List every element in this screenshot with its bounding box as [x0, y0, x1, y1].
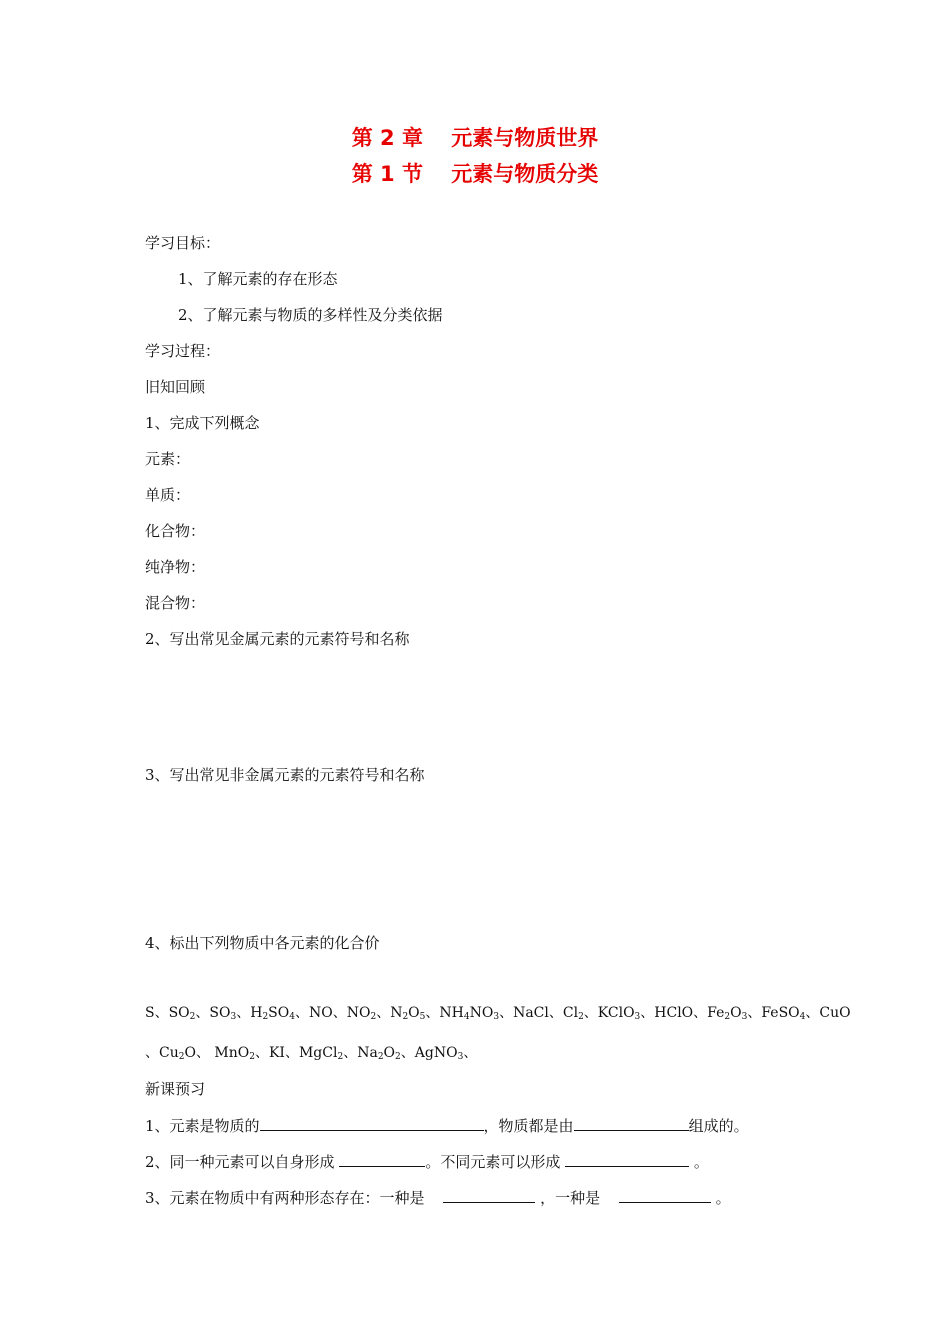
preview-heading: 新课预习 [145, 1080, 206, 1098]
formula-separator: 、 [332, 1005, 347, 1021]
formula-subscript: 3 [741, 1012, 748, 1022]
formula-separator: 、 [805, 1005, 820, 1021]
formula-SO2 [169, 1005, 196, 1021]
formula-text: S [145, 1005, 155, 1021]
formula-S [145, 1005, 155, 1021]
formula-MnO2 [210, 1045, 255, 1061]
goal-item: 2、了解元素与物质的多样性及分类依据 [178, 306, 443, 324]
formula-KClO3 [598, 1005, 640, 1021]
formula-text: HClO [654, 1005, 694, 1021]
formula-text: SO [268, 1005, 290, 1021]
formula-H2SO4 [250, 1005, 295, 1021]
formula-MgCl2 [299, 1045, 343, 1061]
formula-HClO [654, 1005, 693, 1021]
fill-blank[interactable] [619, 1187, 711, 1203]
formula-text: O [383, 1045, 396, 1061]
formula-separator: 、 [425, 1005, 440, 1021]
formula-Na2O2 [357, 1045, 401, 1061]
preview-line-2-text-a: 2、同一种元素可以自身形成 [145, 1153, 340, 1171]
formula-text: NO [469, 1005, 494, 1021]
formula-AgNO3 [415, 1045, 464, 1061]
formula-text: Cl [562, 1005, 579, 1021]
review-heading: 旧知回顾 [145, 378, 206, 396]
formula-subscript: 2 [395, 1052, 401, 1062]
question-2: 2、写出常见金属元素的元素符号和名称 [145, 630, 410, 648]
preview-line-2 [145, 1151, 709, 1172]
formula-separator: 、 [154, 1005, 169, 1021]
formula-text: Na [357, 1045, 378, 1061]
formula-subscript: 2 [178, 1052, 185, 1062]
preview-line-1-text-b: ，物质都是由 [483, 1117, 574, 1135]
formula-Cu2O [159, 1045, 196, 1061]
fill-blank[interactable] [260, 1115, 484, 1131]
formula-NO [309, 1005, 333, 1021]
concept-pure-substance: 纯净物： [145, 558, 206, 576]
question-1: 1、完成下列概念 [145, 414, 260, 432]
formula-separator: 、 [400, 1045, 415, 1061]
formula-text: MgCl [298, 1045, 338, 1061]
preview-line-3-text-c: 。 [710, 1189, 731, 1207]
formula-separator: 、 [583, 1005, 598, 1021]
formula-separator: 、 [284, 1045, 299, 1061]
formula-text: CuO [819, 1005, 851, 1021]
formula-separator: 、 [499, 1005, 514, 1021]
formula-KI [269, 1045, 285, 1061]
formula-text: SO [209, 1005, 231, 1021]
formula-text: O [408, 1005, 420, 1021]
formula-subscript: 2 [262, 1012, 269, 1022]
formula-text: MnO [209, 1045, 250, 1061]
formula-subscript: 2 [249, 1052, 255, 1062]
preview-line-3-text-a: 3、元素在物质中有两种形态存在：一种是 [145, 1189, 430, 1207]
section-title: 第 1 节 元素与物质分类 [351, 162, 599, 186]
formula-subscript: 2 [370, 1012, 377, 1022]
formula-line-2 [145, 1043, 477, 1063]
preview-line-2-text-b: 。不同元素可以形成 [425, 1153, 566, 1171]
formula-Fe2O3 [707, 1005, 747, 1021]
question-3: 3、写出常见非金属元素的元素符号和名称 [145, 766, 425, 784]
preview-line-1 [145, 1115, 749, 1136]
formula-subscript: 2 [724, 1012, 731, 1022]
formula-subscript: 3 [493, 1012, 500, 1022]
fill-blank[interactable] [443, 1187, 535, 1203]
formula-subscript: 2 [402, 1012, 409, 1022]
formula-subscript: 3 [457, 1052, 464, 1062]
preview-line-3 [145, 1187, 731, 1208]
formula-text: AgNO [414, 1045, 458, 1061]
formula-separator: 、 [145, 1045, 159, 1061]
formula-subscript: 2 [189, 1012, 196, 1022]
formula-SO3 [209, 1005, 236, 1021]
question-4: 4、标出下列物质中各元素的化合价 [145, 934, 380, 952]
formula-text: NO [308, 1005, 333, 1021]
formula-separator: 、 [640, 1005, 655, 1021]
formula-separator: 、 [376, 1005, 391, 1021]
preview-line-1-text-a: 1、元素是物质的 [145, 1117, 260, 1135]
formula-subscript: 2 [578, 1012, 584, 1022]
fill-blank[interactable] [565, 1151, 689, 1167]
concept-compound: 化合物： [145, 522, 206, 540]
concept-element: 元素： [145, 450, 191, 468]
formula-text: H [250, 1005, 263, 1021]
formula-text: Fe [707, 1005, 725, 1021]
preview-line-3-text-b: ，一种是 [535, 1189, 605, 1207]
formula-subscript: 2 [337, 1052, 344, 1062]
fill-blank[interactable] [574, 1115, 689, 1131]
process-heading: 学习过程： [145, 342, 221, 360]
formula-text: SO [168, 1005, 190, 1021]
formula-text: O [184, 1045, 196, 1061]
formula-N2O5 [390, 1005, 425, 1021]
preview-line-2-text-c: 。 [689, 1153, 709, 1171]
formula-text: N [390, 1005, 403, 1021]
formula-text: FeSO [761, 1005, 800, 1021]
formula-separator: 、 [195, 1045, 210, 1061]
formula-separator: 、 [195, 1005, 210, 1021]
formula-NaCl [513, 1005, 549, 1021]
formula-separator: 、 [693, 1005, 708, 1021]
formula-text: Cu [159, 1045, 179, 1061]
formula-separator: 、 [343, 1045, 358, 1061]
formula-separator: 、 [254, 1045, 269, 1061]
formula-subscript: 4 [289, 1012, 295, 1022]
formula-text: KI [268, 1045, 285, 1061]
formula-subscript: 4 [463, 1012, 470, 1022]
preview-line-1-text-c: 组成的。 [688, 1117, 749, 1135]
formula-subscript: 3 [230, 1012, 237, 1022]
formula-text: O [730, 1005, 742, 1021]
formula-CuO [819, 1005, 850, 1021]
formula-Cl2 [563, 1005, 584, 1021]
formula-text: NH [439, 1005, 464, 1021]
formula-FeSO4 [761, 1005, 805, 1021]
formula-separator: 、 [548, 1005, 563, 1021]
formula-separator: 、 [463, 1045, 478, 1061]
formula-NO2 [347, 1005, 376, 1021]
formula-subscript: 2 [377, 1052, 384, 1062]
concept-mixture: 混合物： [145, 594, 206, 612]
formula-separator: 、 [294, 1005, 309, 1021]
formula-separator: 、 [747, 1005, 762, 1021]
formula-subscript: 4 [799, 1012, 806, 1022]
formula-subscript: 5 [419, 1012, 426, 1022]
formula-text: KClO [597, 1005, 635, 1021]
goals-heading: 学习目标： [145, 234, 221, 252]
formula-separator: 、 [236, 1005, 251, 1021]
concept-simple-substance: 单质： [145, 486, 191, 504]
fill-blank[interactable] [339, 1151, 425, 1167]
formula-subscript: 3 [634, 1012, 641, 1022]
chapter-title: 第 2 章 元素与物质世界 [351, 126, 599, 150]
formula-NH4NO3 [439, 1005, 499, 1021]
formula-text: NO [346, 1005, 371, 1021]
formula-text: NaCl [513, 1005, 549, 1021]
goal-item: 1、了解元素的存在形态 [178, 270, 338, 288]
formula-line-1 [145, 1003, 851, 1023]
